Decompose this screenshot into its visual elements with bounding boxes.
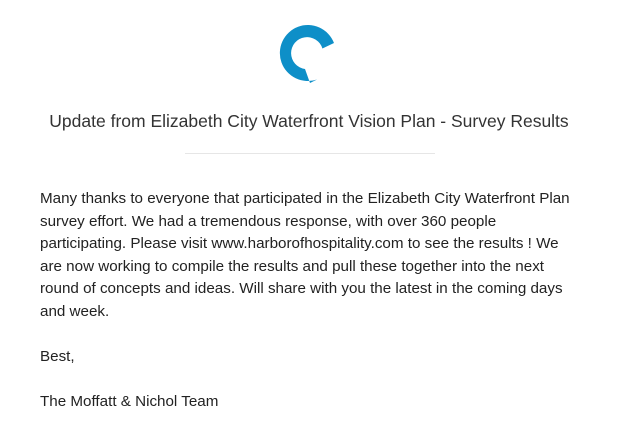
- email-content: [40, 188, 580, 413]
- email-body: Many thanks to everyone that participated in the Elizabeth City Waterfront Plan survey effort. We had a tremendous response, with over 360 people participating. Please visit www.harborofhospitality.com to see the results ! We are now working to compile the results and pull these together into the next round of concepts and ideas. Will share with you the latest in the coming days and week.: [40, 190, 570, 320]
- email-signoff: Best,: [40, 347, 75, 365]
- brand-logo: [277, 21, 341, 85]
- email-signature: The Moffatt & Nichol Team: [40, 392, 219, 410]
- email-title: Update from Elizabeth City Waterfront Vision Plan - Survey Results: [49, 111, 569, 131]
- brand-c-pin-icon: [277, 21, 341, 85]
- divider: [185, 153, 435, 154]
